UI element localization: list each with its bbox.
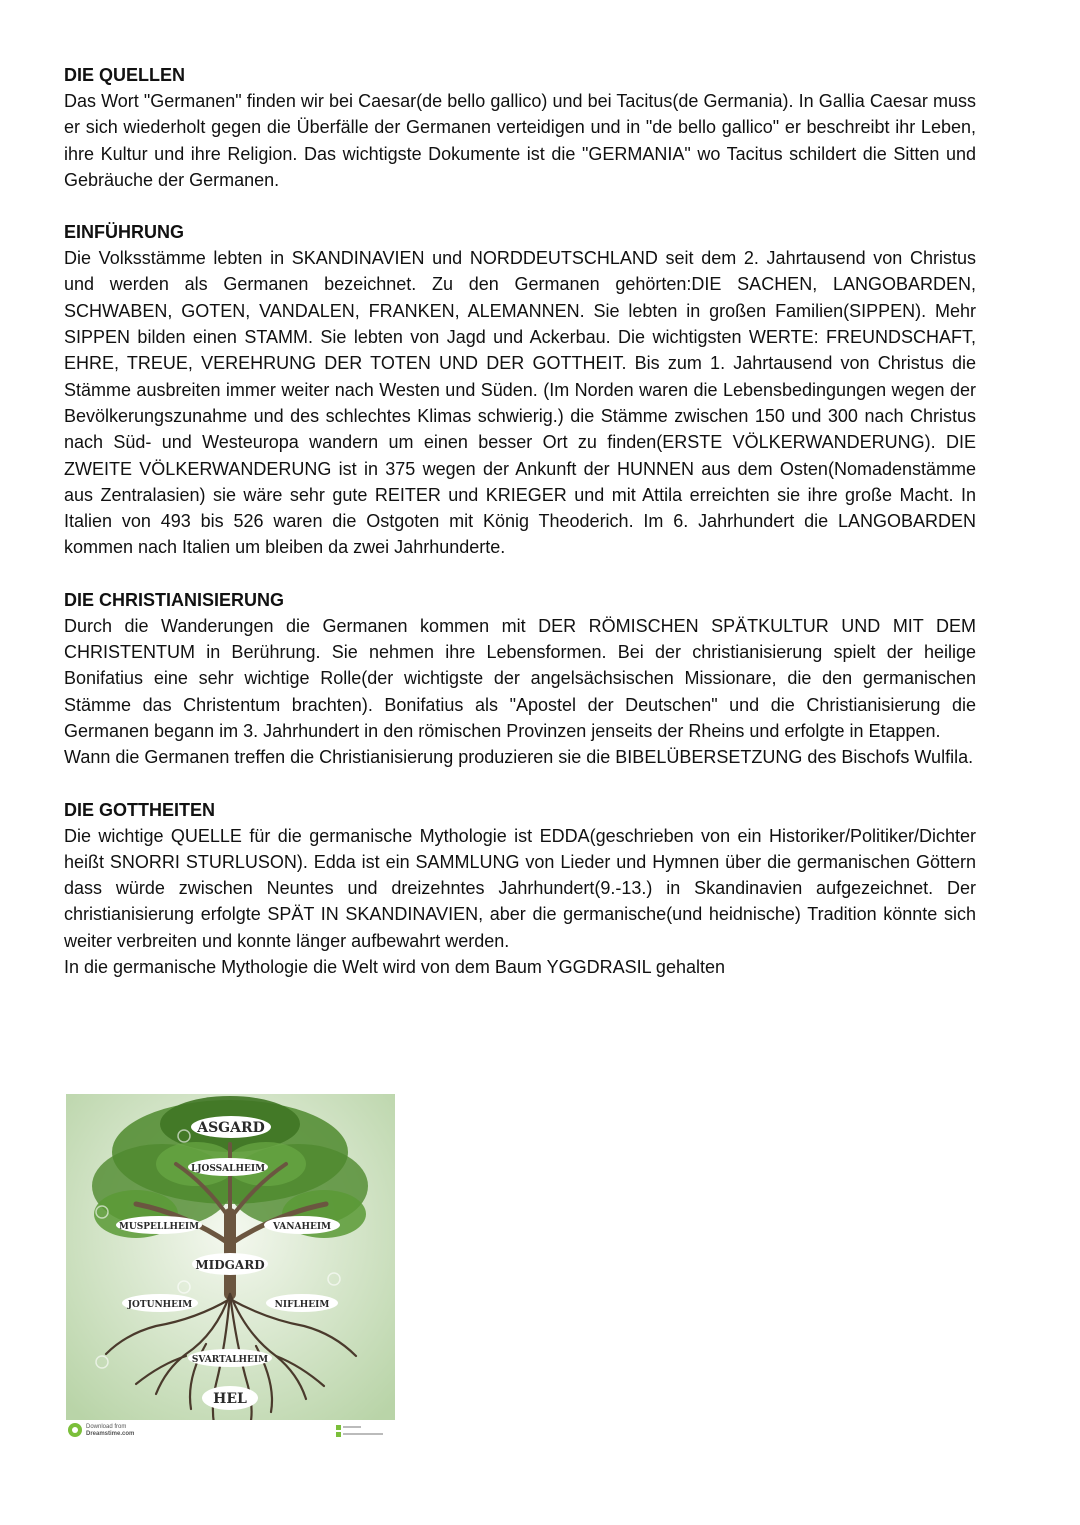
realm-hel: [202, 1386, 258, 1410]
yggdrasil-illustration: [66, 1094, 395, 1440]
section-paragraph: Das Wort "Germanen" finden wir bei Caesar(de bello gallico) und bei Tacitus(de Germania). In Gallia Caesar muss er sich wiederholt gegen die Überfälle der Germanen verteidigen und in "de bello gallico" er beschreibt ihr Leben, ihre Kultur und ihre Religion. Das wichtigste Dokumente ist die "GERMANIA" wo Tacitus schildert die Sitten und Gebräuche der Germanen.: [64, 91, 976, 190]
realm-svartalheim: [188, 1349, 272, 1367]
realm-label: MUSPELLHEIM: [118, 1222, 200, 1232]
realm-label: MIDGARD: [195, 1258, 265, 1272]
section-gottheiten: [64, 797, 976, 981]
credit-line: Dreamstime.com: [86, 1431, 135, 1437]
yggdrasil-figure: [66, 1094, 395, 1440]
id-line: [343, 1426, 361, 1428]
id-marker-icon: [336, 1425, 341, 1430]
dreamstime-logo-icon: [68, 1423, 82, 1437]
realm-muspellheim: [116, 1216, 202, 1234]
section-paragraph: Die wichtige QUELLE für die germanische Mythologie ist EDDA(geschrieben von ein Historiker/Politiker/Dichter heißt SNORRI STURLUSON). Edda ist ein SAMMLUNG von Lieder und Hymnen über die germanischen Göttern dass würde zwischen Neuntes und dreizehntes Jahrhundert(9.-13.) in Skandinavien aufgezeichnet. Der christianisierung erfolgte SPÄT IN SKANDINAVIEN, aber die germanische(und heidnische) Tradition könnte sich weiter verbreiten und konnte länger aufbewahrt werden.: [64, 825, 976, 951]
realm-label: NIFLHEIM: [274, 1300, 330, 1310]
realm-label: VANAHEIM: [272, 1222, 332, 1232]
id-line: [343, 1433, 383, 1435]
realm-ljossalheim: [188, 1158, 268, 1176]
realm-label: ASGARD: [197, 1120, 265, 1136]
section-paragraph: Die Volksstämme lebten in SKANDINAVIEN und NORDDEUTSCHLAND seit dem 2. Jahrtausend von Christus und werden als Germanen bezeichnet. Zu den Germanen gehörten:DIE SACHEN, LANGOBARDEN, SCHWABEN, GOTEN, VANDALEN, FRANKEN, ALEMANNEN. Sie lebten in großen Familien(SIPPEN). Mehr SIPPEN bilden einen STAMM. Sie lebten von Jagd und Ackerbau. Die wichtigsten WERTE: FREUNDSCHAFT, EHRE, TREUE, VEREHRUNG DER TOTEN UND DER GOTTHEIT. Bis zum 1. Jahrtausend von Christus die Stämme ausbreiten immer weiter nach Westen und Süden. (Im Norden waren die Lebensbedingungen wegen der Bevölkerungszunahme und des schlechtes Klimas schwierig.) die Stämme zwischen 150 und 300 nach Christus nach Süd- und Westeuropa wandern um einen besser Ort zu finden(ERSTE VÖLKERWANDERUNG). DIE ZWEITE VÖLKERWANDERUNG ist in 375 wegen der Ankunft der HUNNEN aus dem Osten(Nomadenstämme aus Zentralasien) sie wäre sehr gute REITER und KRIEGER und mit Attila erreichten sie ihre große Macht. In Italien von 493 bis 526 waren die Ostgoten mit König Theoderich. Im 6. Jahrhundert die LANGOBARDEN kommen nach Italien um bleiben da zwei Jahrhunderte.: [64, 248, 976, 558]
realm-niflheim: [266, 1294, 338, 1312]
section-paragraph: Durch die Wanderungen die Germanen kommen mit DER RÖMISCHEN SPÄTKULTUR UND MIT DEM CHRISTENTUM in Berührung. Sie nehmen ihre Lebensformen. Bei der christianisierung spielt der heilige Bonifatius eine sehr wichtige Rolle(der wichtigste der angelsächsischen Missionare, die den germanischen Stämme das Christentum brachten). Bonifatius als "Apostel der Deutschen" und die Christianisierung die Germanen begann im 3. Jahrhundert in den römischen Provinzen jenseits der Rheins und erfolgte in Etappen.: [64, 615, 976, 741]
section-heading: DIE QUELLEN: [64, 65, 186, 85]
section-paragraph: In die germanische Mythologie die Welt wird von dem Baum YGGDRASIL gehalten: [64, 957, 725, 978]
realm-jotunheim: [122, 1294, 198, 1312]
credit-line: Download from: [86, 1424, 127, 1430]
document-page: [64, 62, 976, 1006]
credit-strip: [66, 1420, 395, 1440]
realm-label: HEL: [213, 1391, 247, 1407]
id-marker-icon: [336, 1432, 341, 1437]
section-heading: EINFÜHRUNG: [64, 222, 184, 243]
realm-midgard: [192, 1253, 268, 1275]
section-christianisierung: [64, 587, 976, 771]
section-einfuehrung: [64, 219, 976, 561]
section-heading: DIE CHRISTIANISIERUNG: [64, 589, 285, 610]
section-quellen: [64, 62, 976, 193]
realm-label: SVARTALHEIM: [191, 1355, 269, 1365]
section-heading: DIE GOTTHEITEN: [64, 799, 216, 820]
realm-asgard: [191, 1116, 271, 1138]
realm-label: LJOSSALHEIM: [190, 1164, 266, 1174]
section-paragraph: Wann die Germanen treffen die Christianisierung produzieren sie die BIBELÜBERSETZUNG des Bischofs Wulfila.: [64, 747, 974, 768]
realm-vanaheim: [264, 1216, 340, 1234]
realm-label: JOTUNHEIM: [127, 1300, 193, 1310]
